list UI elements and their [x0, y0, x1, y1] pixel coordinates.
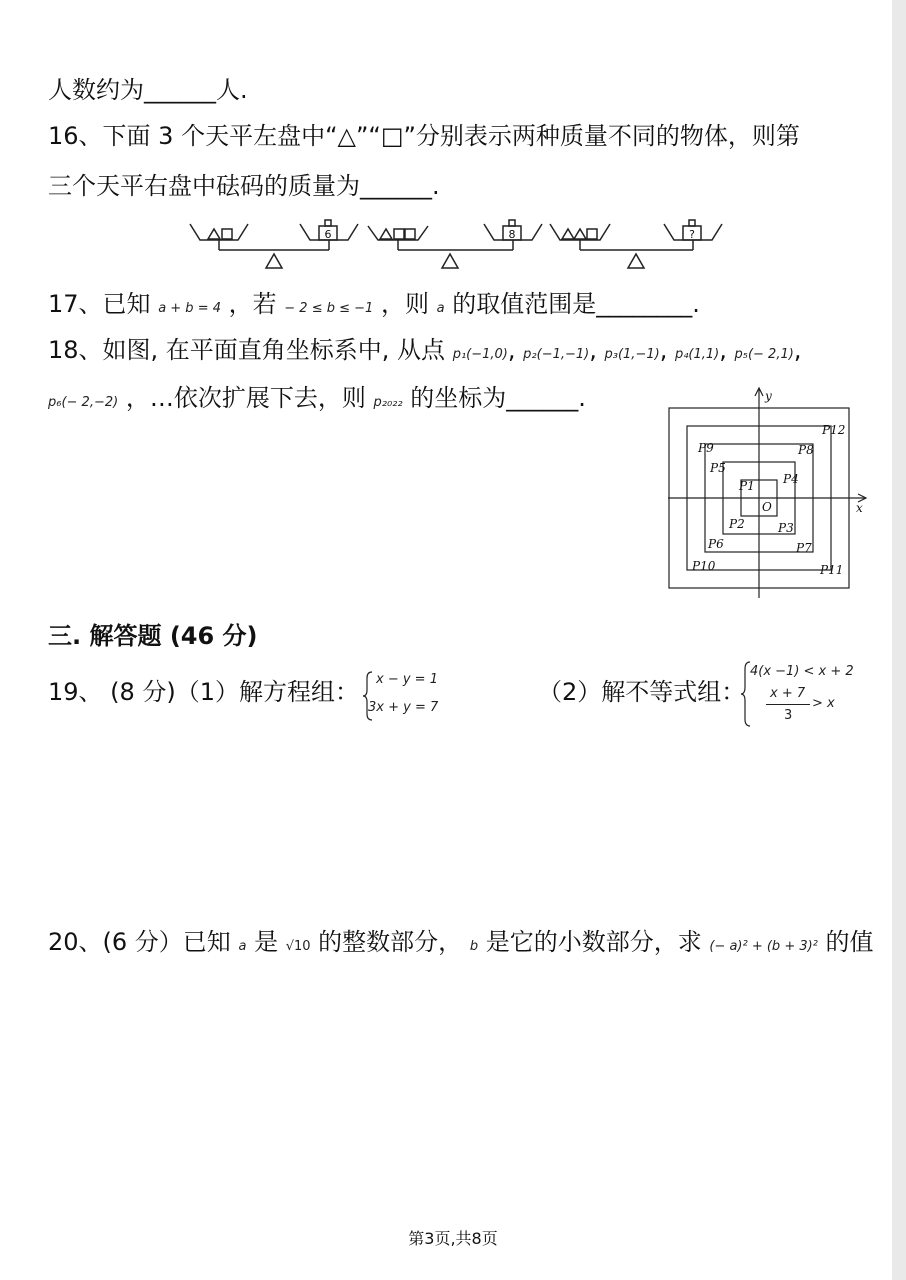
q20-sqrt: √10	[285, 939, 311, 954]
label-p2: P2	[729, 517, 745, 531]
q17-condition-range: − 2 ≤ b ≤ −1	[284, 301, 374, 316]
section-heading: 三. 解答题 (46 分)	[48, 622, 258, 650]
label-p7: P7	[796, 541, 812, 555]
q18-suffix: 的坐标为______.	[410, 384, 586, 412]
page-number: 第3页,共8页	[408, 1229, 498, 1248]
q18-prefix: 18、如图, 在平面直角坐标系中, 从点	[48, 336, 446, 364]
q19-inequality-system	[740, 660, 870, 728]
weight-label-2: 8	[508, 228, 516, 241]
q19-inequality-2-denominator: 3	[784, 708, 793, 723]
q17-mid2: ，则	[380, 290, 429, 318]
q16-line2: 三个天平右盘中砝码的质量为______.	[48, 172, 440, 200]
label-p4: P4	[783, 472, 799, 486]
q18-line1: 18、如图, 在平面直角坐标系中, 从点 p₁(−1,0), p₂(−1,−1), p₃(1,−1), p₄(1,1), p₅(− 2,1),	[48, 336, 802, 364]
q20-line	[48, 926, 874, 963]
q20-suffix: 的值	[825, 928, 874, 956]
q18-point-6: p₆(− 2,−2)	[48, 395, 119, 410]
label-p12: P12	[822, 423, 846, 437]
label-p6: P6	[708, 537, 724, 551]
q16-line1: 16、下面 3 个天平左盘中“△”“□”分别表示两种质量不同的物体，则第	[48, 122, 800, 150]
balance-scale-3	[550, 220, 722, 268]
q17-condition-sum: a + b = 4	[158, 301, 221, 316]
label-p5: P5	[710, 461, 726, 475]
label-p11: P11	[820, 563, 844, 577]
q17-line	[48, 288, 700, 325]
balance-scale-1	[190, 220, 358, 268]
q19-part2-label: （2）解不等式组：	[538, 678, 746, 706]
continued-text: 人数约为______人.	[48, 76, 248, 104]
q20-var-b: b	[469, 939, 479, 954]
label-p8: P8	[798, 443, 814, 457]
q17-prefix: 17、已知	[48, 290, 151, 318]
page-edge	[892, 0, 906, 1280]
balance-scale-2	[368, 220, 542, 268]
q19-prefix: 19、 (8 分)（1）解方程组：	[48, 678, 360, 706]
origin-label: O	[762, 500, 772, 514]
q19-equation-2: 3x + y = 7	[368, 700, 439, 715]
weight-label-3: ?	[689, 228, 695, 241]
y-axis-label: y	[765, 389, 772, 403]
q20-expression: (− a)² + (b + 3)²	[709, 939, 818, 954]
q18-line2	[48, 382, 586, 419]
fraction-bar	[766, 704, 810, 705]
q18-point-2: p₂(−1,−1)	[523, 347, 590, 362]
q20-var-a: a	[238, 939, 247, 954]
q20-mid: 的整数部分，	[318, 928, 463, 956]
q19-inequality-2-numerator: x + 7	[770, 686, 806, 701]
q18-point-1: p₁(−1,0)	[452, 347, 508, 362]
q18-point-3: p₃(1,−1)	[604, 347, 660, 362]
x-axis-label: x	[856, 501, 863, 515]
label-p9: P9	[698, 441, 714, 455]
q19-inequality-2-rhs: > x	[812, 696, 835, 711]
balance-scales-figure	[186, 212, 726, 272]
q19-inequality-1: 4(x −1) < x + 2	[750, 664, 854, 679]
spiral-coordinate-figure	[668, 382, 878, 600]
q17-mid: ，若	[228, 290, 277, 318]
q17-variable: a	[436, 301, 445, 316]
q18-target: p₂₀₂₂	[373, 395, 403, 410]
q20-mid2: 是它的小数部分，求	[485, 928, 702, 956]
q18-point-5: p₅(− 2,1)	[734, 347, 794, 362]
label-p1: P1	[739, 479, 755, 493]
label-p3: P3	[778, 521, 794, 535]
q17-suffix: 的取值范围是________.	[452, 290, 700, 318]
q19-equation-1: x − y = 1	[376, 672, 438, 687]
weight-label-1: 6	[324, 228, 332, 241]
q20-prefix: 20、(6 分）已知	[48, 928, 231, 956]
q19-equation-system	[362, 670, 462, 722]
q18-point-4: p₄(1,1)	[674, 347, 720, 362]
q20-is: 是	[254, 928, 279, 956]
q18-mid: ，…依次扩展下去，则	[125, 384, 366, 412]
label-p10: P10	[692, 559, 716, 573]
